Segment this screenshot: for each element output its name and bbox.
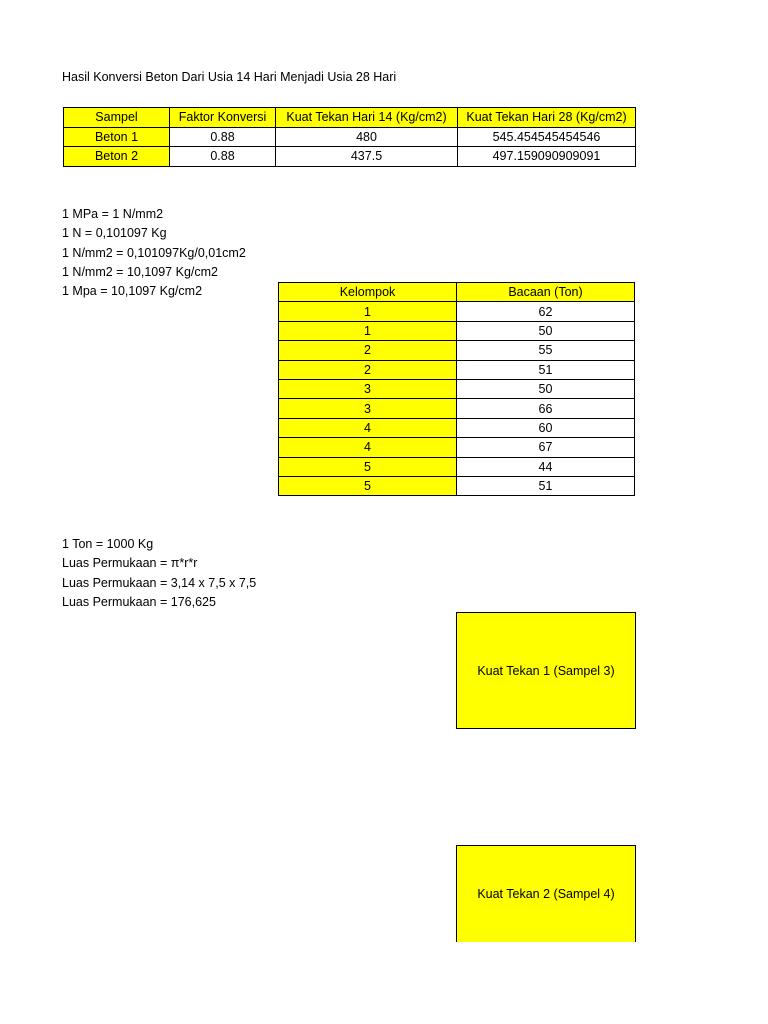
note-line: Luas Permukaan = π*r*r [62, 556, 198, 571]
group-cell: 3 [279, 379, 457, 398]
factor-cell: 0.88 [170, 127, 276, 147]
unit-conversion-notes [62, 205, 246, 301]
note-line: 1 MPa = 1 N/mm2 [62, 207, 164, 221]
note-line: 1 N/mm2 = 0,101097Kg/0,01cm2 [62, 245, 246, 260]
table-row [279, 341, 635, 360]
sample-cell: Beton 1 [64, 127, 170, 147]
document-title: Hasil Konversi Beton Dari Usia 14 Hari Menjadi Usia 28 Hari [62, 70, 397, 84]
reading-cell: 50 [457, 321, 635, 340]
reading-cell: 44 [457, 457, 635, 476]
box-label: Kuat Tekan 2 (Sampel 4) [477, 887, 615, 901]
table-row [64, 127, 636, 147]
strength-28-cell: 545.454545454546 [458, 127, 636, 147]
strength-14-cell: 437.5 [276, 147, 458, 167]
table-row [279, 379, 635, 398]
reading-cell: 66 [457, 399, 635, 418]
factor-cell: 0.88 [170, 147, 276, 167]
group-cell: 5 [279, 457, 457, 476]
reading-cell: 60 [457, 418, 635, 437]
strength-14-cell: 480 [276, 127, 458, 147]
reading-cell: 67 [457, 438, 635, 457]
table-row [279, 438, 635, 457]
group-cell: 4 [279, 418, 457, 437]
group-cell: 1 [279, 302, 457, 321]
group-cell: 2 [279, 341, 457, 360]
note-line: Luas Permukaan = 176,625 [62, 594, 216, 609]
table-row [279, 321, 635, 340]
box-label: Kuat Tekan 1 (Sampel 3) [477, 663, 615, 678]
reading-cell: 51 [457, 476, 635, 495]
group-cell: 3 [279, 399, 457, 418]
sample-cell: Beton 2 [64, 147, 170, 167]
group-cell: 2 [279, 360, 457, 379]
reading-table [278, 282, 635, 496]
conversion-table [63, 107, 636, 167]
conversion-header-row [64, 108, 636, 128]
table-row [279, 399, 635, 418]
note-line: Luas Permukaan = 3,14 x 7,5 x 7,5 [62, 575, 257, 590]
table-row [279, 418, 635, 437]
table-row [64, 147, 636, 167]
header-cell: Faktor Konversi [170, 108, 276, 128]
reading-cell: 50 [457, 379, 635, 398]
reading-cell: 51 [457, 360, 635, 379]
table-row [279, 476, 635, 495]
group-cell: 4 [279, 438, 457, 457]
group-cell: 5 [279, 476, 457, 495]
note-line: 1 N = 0,101097 Kg [62, 226, 167, 241]
group-cell: 1 [279, 321, 457, 340]
strength-28-cell: 497.159090909091 [458, 147, 636, 167]
header-cell: Kuat Tekan Hari 14 (Kg/cm2) [276, 108, 458, 128]
note-line: 1 Ton = 1000 Kg [62, 537, 154, 551]
reading-cell: 55 [457, 341, 635, 360]
reading-cell: 62 [457, 302, 635, 321]
note-line: 1 Mpa = 10,1097 Kg/cm2 [62, 284, 203, 299]
surface-area-notes [62, 535, 256, 612]
header-cell: Kuat Tekan Hari 28 (Kg/cm2) [458, 108, 636, 128]
table-row [279, 302, 635, 321]
table-row [279, 457, 635, 476]
strength-box-sample-3 [456, 612, 636, 729]
header-cell: Sampel [64, 108, 170, 128]
strength-box-sample-4 [456, 845, 636, 942]
table-row [279, 360, 635, 379]
reading-header-row [279, 283, 635, 302]
header-cell: Kelompok [279, 283, 457, 302]
header-cell: Bacaan (Ton) [457, 283, 635, 302]
note-line: 1 N/mm2 = 10,1097 Kg/cm2 [62, 264, 218, 279]
